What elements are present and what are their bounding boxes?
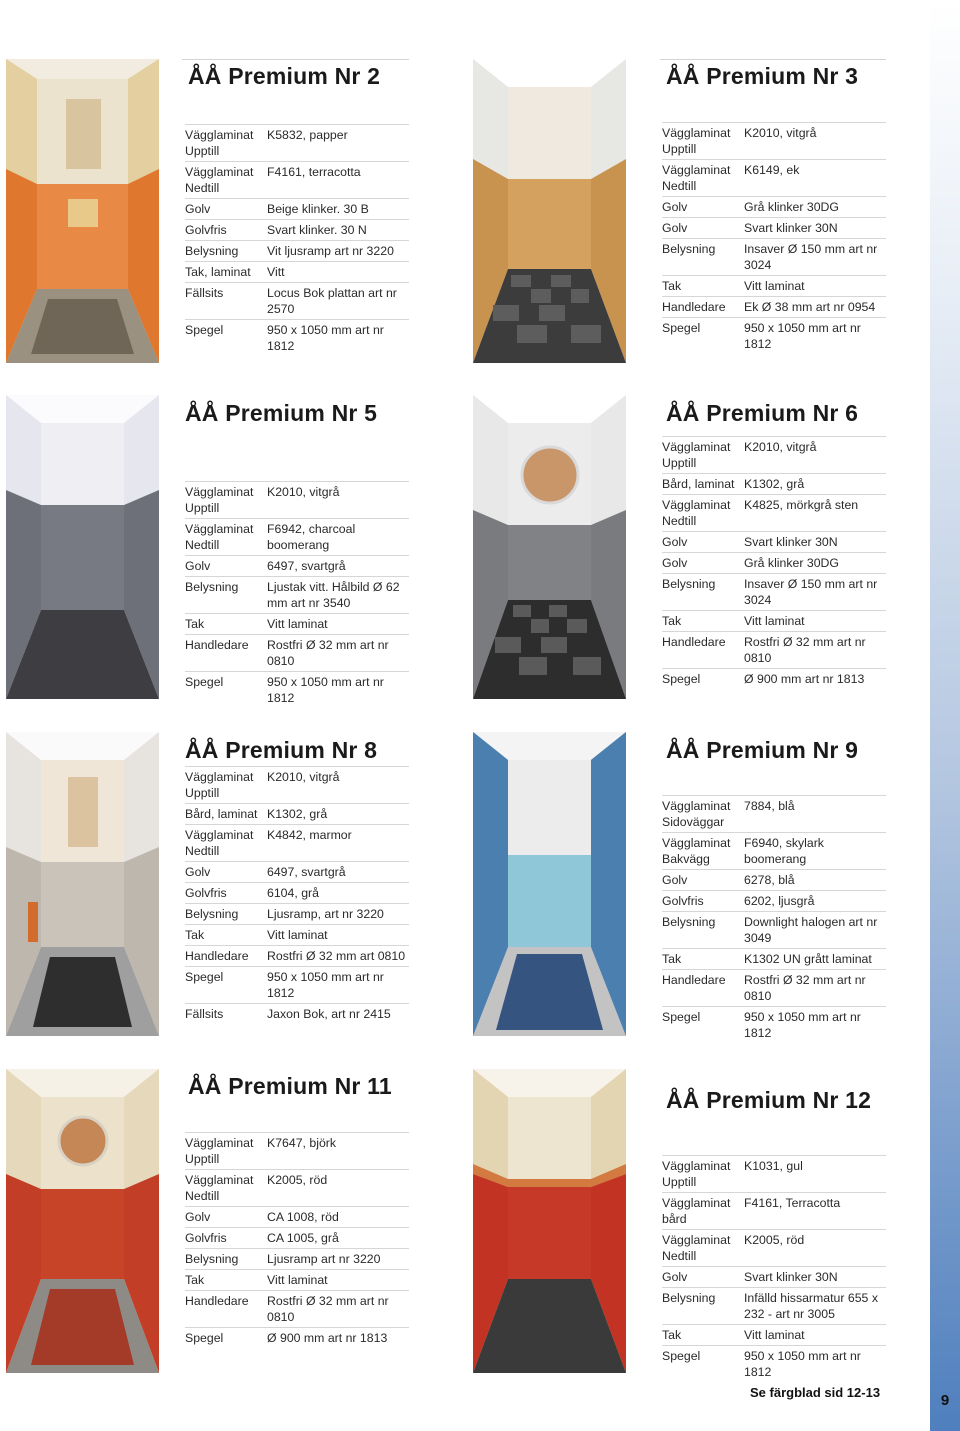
spec-label: Vägglaminat Bakvägg (662, 833, 744, 870)
spec-value: CA 1005, grå (267, 1228, 409, 1249)
spec-value: F4161, Terracotta (744, 1193, 886, 1230)
spec-value: K1302, grå (744, 474, 886, 495)
spec-value: Vitt laminat (267, 614, 409, 635)
spec-label: Vägglaminat Nedtill (662, 160, 744, 197)
section-title-nr12: ÅÅ Premium Nr 12 (666, 1087, 872, 1113)
spec-label: Vägglaminat Nedtill (185, 1170, 267, 1207)
spec-value: K4825, mörkgrå sten (744, 495, 886, 532)
spec-label: Tak (662, 276, 744, 297)
spec-row (662, 474, 886, 495)
spec-row (185, 519, 409, 556)
spec-label: Belysning (185, 241, 267, 262)
spec-table-nr9 (662, 795, 886, 1043)
section-title-nr11: ÅÅ Premium Nr 11 (188, 1073, 392, 1099)
spec-value: K2010, vitgrå (267, 767, 409, 804)
spec-value: Svart klinker 30N (744, 1267, 886, 1288)
spec-value: Vitt laminat (267, 1270, 409, 1291)
spec-value: F6940, skylark boomerang (744, 833, 886, 870)
spec-label: Golv (662, 553, 744, 574)
spec-row (185, 320, 409, 357)
spec-row (185, 767, 409, 804)
spec-row (185, 825, 409, 862)
spec-label: Handledare (662, 632, 744, 669)
spec-label: Belysning (662, 912, 744, 949)
spec-row (662, 197, 886, 218)
spec-value: K4842, marmor (267, 825, 409, 862)
elevator-image-nr2 (6, 59, 159, 363)
elevator-image-nr9 (473, 732, 626, 1036)
spec-value: Vitt laminat (744, 611, 886, 632)
spec-row (662, 239, 886, 276)
spec-value: F6942, charcoal boomerang (267, 519, 409, 556)
section-title-nr8: ÅÅ Premium Nr 8 (185, 737, 378, 763)
spec-value: Grå klinker 30DG (744, 553, 886, 574)
spec-row (185, 482, 409, 519)
spec-value: Ljusramp art nr 3220 (267, 1249, 409, 1270)
spec-label: Spegel (662, 1346, 744, 1383)
spec-value: K2010, vitgrå (744, 437, 886, 474)
spec-label: Belysning (185, 1249, 267, 1270)
color-sheet-reference: Se färgblad sid 12-13 (750, 1385, 881, 1400)
spec-value: Vitt laminat (744, 276, 886, 297)
spec-label: Vägglaminat Upptill (662, 437, 744, 474)
spec-label: Bård, laminat (662, 474, 744, 495)
spec-label: Vägglaminat bård (662, 1193, 744, 1230)
spec-row (662, 870, 886, 891)
spec-row (185, 862, 409, 883)
spec-label: Golvfris (662, 891, 744, 912)
spec-label: Vägglaminat Nedtill (185, 519, 267, 556)
spec-value: Rostfri Ø 32 mm art 0810 (267, 946, 409, 967)
spec-row (185, 199, 409, 220)
spec-row (185, 283, 409, 320)
spec-label: Handledare (662, 297, 744, 318)
spec-row (662, 970, 886, 1007)
spec-row (662, 318, 886, 355)
spec-row (662, 276, 886, 297)
elevator-image-nr6 (473, 395, 626, 699)
spec-row (662, 495, 886, 532)
spec-row (662, 949, 886, 970)
spec-value: 6497, svartgrå (267, 862, 409, 883)
spec-value: Ljustak vitt. Hålbild Ø 62 mm art nr 3540 (267, 577, 409, 614)
spec-row (662, 1230, 886, 1267)
divider-line (182, 59, 409, 60)
spec-label: Vägglaminat Upptill (662, 1156, 744, 1193)
spec-value: 950 x 1050 mm art nr 1812 (267, 320, 409, 357)
spec-row (185, 1328, 409, 1349)
spec-label: Tak (662, 949, 744, 970)
section-title-nr2: ÅÅ Premium Nr 2 (188, 63, 381, 89)
spec-row (662, 1288, 886, 1325)
spec-label: Golvfris (185, 220, 267, 241)
spec-row (185, 125, 409, 162)
spec-row (185, 1004, 409, 1025)
spec-value: 950 x 1050 mm art nr 1812 (744, 1007, 886, 1044)
spec-value: K2005, röd (744, 1230, 886, 1267)
spec-label: Vägglaminat Nedtill (662, 1230, 744, 1267)
spec-label: Spegel (185, 967, 267, 1004)
spec-row (185, 577, 409, 614)
spec-label: Golvfris (185, 883, 267, 904)
spec-value: 950 x 1050 mm art nr 1812 (267, 672, 409, 709)
divider-line (660, 59, 886, 60)
side-gradient-bar (930, 0, 960, 1431)
spec-label: Golv (662, 218, 744, 239)
elevator-image-nr8 (6, 732, 159, 1036)
spec-label: Golv (185, 1207, 267, 1228)
spec-row (185, 635, 409, 672)
spec-row (185, 1133, 409, 1170)
spec-label: Golv (185, 199, 267, 220)
spec-row (185, 241, 409, 262)
spec-row (185, 946, 409, 967)
spec-row (662, 796, 886, 833)
elevator-image-nr11 (6, 1069, 159, 1373)
spec-label: Tak, laminat (185, 262, 267, 283)
spec-label: Belysning (662, 1288, 744, 1325)
spec-label: Spegel (185, 672, 267, 709)
spec-label: Bård, laminat (185, 804, 267, 825)
spec-value: CA 1008, röd (267, 1207, 409, 1228)
spec-value: Rostfri Ø 32 mm art nr 0810 (267, 635, 409, 672)
spec-value: Insaver Ø 150 mm art nr 3024 (744, 239, 886, 276)
spec-value: Ø 900 mm art nr 1813 (744, 669, 886, 690)
spec-label: Spegel (662, 1007, 744, 1044)
spec-value: Vitt laminat (744, 1325, 886, 1346)
spec-value: K1302 UN grått laminat (744, 949, 886, 970)
spec-value: Svart klinker 30N (744, 218, 886, 239)
spec-value: K1031, gul (744, 1156, 886, 1193)
spec-label: Golv (662, 532, 744, 553)
spec-table-nr5 (185, 481, 409, 708)
spec-row (662, 912, 886, 949)
spec-label: Vägglaminat Upptill (185, 125, 267, 162)
spec-label: Belysning (185, 577, 267, 614)
spec-value: Vit ljusramp art nr 3220 (267, 241, 409, 262)
section-title-nr5: ÅÅ Premium Nr 5 (185, 400, 378, 426)
spec-row (662, 574, 886, 611)
spec-value: 6104, grå (267, 883, 409, 904)
spec-value: Jaxon Bok, art nr 2415 (267, 1004, 409, 1025)
spec-label: Vägglaminat Upptill (185, 482, 267, 519)
spec-label: Vägglaminat Nedtill (662, 495, 744, 532)
spec-value: 950 x 1050 mm art nr 1812 (744, 1346, 886, 1383)
spec-label: Tak (185, 614, 267, 635)
spec-value: K6149, ek (744, 160, 886, 197)
spec-row (662, 218, 886, 239)
spec-value: 6278, blå (744, 870, 886, 891)
spec-value: K2010, vitgrå (744, 123, 886, 160)
spec-row (185, 967, 409, 1004)
spec-value: K2005, röd (267, 1170, 409, 1207)
spec-value: K7647, björk (267, 1133, 409, 1170)
spec-value: 7884, blå (744, 796, 886, 833)
spec-value: Beige klinker. 30 B (267, 199, 409, 220)
spec-row (185, 672, 409, 709)
spec-value: K5832, papper (267, 125, 409, 162)
spec-value: Ek Ø 38 mm art nr 0954 (744, 297, 886, 318)
page-number: 9 (940, 1392, 950, 1409)
spec-value: F4161, terracotta (267, 162, 409, 199)
spec-row (662, 1325, 886, 1346)
spec-value: 6497, svartgrå (267, 556, 409, 577)
spec-row (185, 883, 409, 904)
spec-value: Rostfri Ø 32 mm art nr 0810 (744, 632, 886, 669)
spec-label: Tak (662, 1325, 744, 1346)
spec-label: Spegel (662, 669, 744, 690)
spec-label: Vägglaminat Upptill (185, 767, 267, 804)
spec-label: Vägglaminat Sidoväggar (662, 796, 744, 833)
spec-value: 950 x 1050 mm art nr 1812 (267, 967, 409, 1004)
spec-value: Locus Bok plattan art nr 2570 (267, 283, 409, 320)
spec-label: Handledare (185, 946, 267, 967)
spec-row (185, 614, 409, 635)
spec-label: Handledare (185, 635, 267, 672)
spec-row (185, 904, 409, 925)
spec-table-nr11 (185, 1132, 409, 1348)
spec-label: Vägglaminat Upptill (185, 1133, 267, 1170)
spec-row (185, 925, 409, 946)
spec-row (662, 669, 886, 690)
spec-label: Vägglaminat Nedtill (185, 825, 267, 862)
spec-value: Vitt laminat (267, 925, 409, 946)
spec-value: 6202, ljusgrå (744, 891, 886, 912)
elevator-image-nr5 (6, 395, 159, 699)
spec-row (185, 262, 409, 283)
spec-table-nr3 (662, 122, 886, 354)
spec-label: Spegel (662, 318, 744, 355)
elevator-image-nr3 (473, 59, 626, 363)
spec-row (662, 532, 886, 553)
spec-value: K2010, vitgrå (267, 482, 409, 519)
spec-label: Belysning (185, 904, 267, 925)
spec-row (662, 553, 886, 574)
spec-row (662, 1156, 886, 1193)
spec-table-nr12 (662, 1155, 886, 1382)
spec-row (185, 1207, 409, 1228)
spec-label: Spegel (185, 1328, 267, 1349)
spec-row (185, 556, 409, 577)
spec-row (662, 297, 886, 318)
spec-row (662, 1346, 886, 1383)
spec-row (662, 611, 886, 632)
spec-row (185, 1291, 409, 1328)
spec-row (185, 804, 409, 825)
spec-value: Insaver Ø 150 mm art nr 3024 (744, 574, 886, 611)
spec-row (662, 437, 886, 474)
spec-table-nr8 (185, 766, 409, 1024)
spec-value: Svart klinker 30N (744, 532, 886, 553)
spec-value: Rostfri Ø 32 mm art nr 0810 (744, 970, 886, 1007)
spec-row (662, 632, 886, 669)
spec-row (662, 1267, 886, 1288)
spec-value: Ljusramp, art nr 3220 (267, 904, 409, 925)
spec-row (662, 1193, 886, 1230)
spec-label: Tak (662, 611, 744, 632)
spec-label: Golv (662, 197, 744, 218)
spec-row (185, 1249, 409, 1270)
spec-label: Golv (662, 870, 744, 891)
spec-table-nr2 (185, 124, 409, 356)
spec-label: Fällsits (185, 283, 267, 320)
spec-label: Handledare (185, 1291, 267, 1328)
spec-label: Spegel (185, 320, 267, 357)
spec-label: Fällsits (185, 1004, 267, 1025)
spec-row (185, 220, 409, 241)
spec-value: Grå klinker 30DG (744, 197, 886, 218)
spec-value: Vitt (267, 262, 409, 283)
section-title-nr3: ÅÅ Premium Nr 3 (666, 63, 859, 89)
spec-value: Downlight halogen art nr 3049 (744, 912, 886, 949)
spec-label: Tak (185, 925, 267, 946)
spec-label: Handledare (662, 970, 744, 1007)
spec-label: Vägglaminat Nedtill (185, 162, 267, 199)
spec-value: Svart klinker. 30 N (267, 220, 409, 241)
spec-row (662, 1007, 886, 1044)
spec-label: Golv (662, 1267, 744, 1288)
spec-row (185, 1270, 409, 1291)
spec-row (185, 1228, 409, 1249)
spec-row (662, 123, 886, 160)
spec-row (185, 1170, 409, 1207)
section-title-nr9: ÅÅ Premium Nr 9 (666, 737, 859, 763)
spec-label: Tak (185, 1270, 267, 1291)
spec-value: Ø 900 mm art nr 1813 (267, 1328, 409, 1349)
spec-label: Golvfris (185, 1228, 267, 1249)
spec-label: Belysning (662, 574, 744, 611)
spec-row (662, 160, 886, 197)
spec-row (185, 162, 409, 199)
spec-table-nr6 (662, 436, 886, 689)
spec-label: Belysning (662, 239, 744, 276)
spec-value: Rostfri Ø 32 mm art nr 0810 (267, 1291, 409, 1328)
spec-label: Vägglaminat Upptill (662, 123, 744, 160)
spec-row (662, 833, 886, 870)
spec-row (662, 891, 886, 912)
spec-value: Infälld hissarmatur 655 x 232 - art nr 3005 (744, 1288, 886, 1325)
spec-label: Golv (185, 556, 267, 577)
spec-value: K1302, grå (267, 804, 409, 825)
elevator-image-nr12 (473, 1069, 626, 1373)
spec-value: 950 x 1050 mm art nr 1812 (744, 318, 886, 355)
spec-label: Golv (185, 862, 267, 883)
section-title-nr6: ÅÅ Premium Nr 6 (666, 400, 859, 426)
